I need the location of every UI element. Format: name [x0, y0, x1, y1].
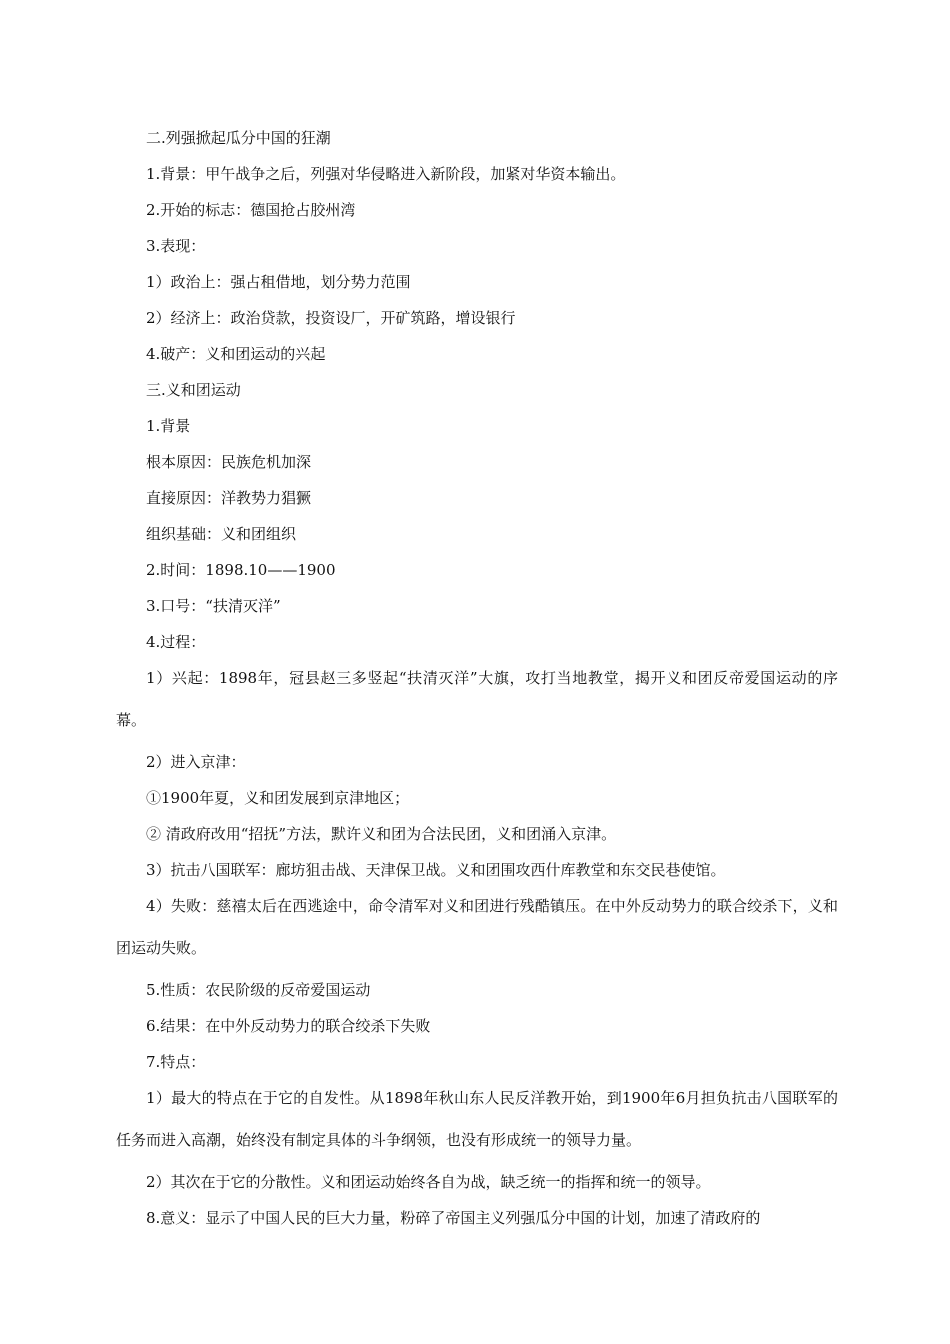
text-line: 2）其次在于它的分散性。义和团运动始终各自为战，缺乏统一的指挥和统一的领导。	[146, 1173, 711, 1191]
text-line: ①1900年夏，义和团发展到京津地区；	[146, 789, 410, 807]
text-line: ② 清政府改用“招抚”方法，默许义和团为合法民团，义和团涌入京津。	[146, 825, 617, 843]
paragraph-block	[116, 888, 838, 972]
text-line: 4.破产：义和团运动的兴起	[146, 345, 326, 363]
text-line: 7.特点：	[146, 1053, 206, 1071]
text-line: 组织基础：义和团组织	[146, 525, 297, 543]
text-line: 5.性质：农民阶级的反帝爱国运动	[146, 981, 371, 999]
section-heading: 二.列强掀起瓜分中国的狂潮	[146, 129, 331, 147]
text-line: 1）政治上：强占租借地，划分势力范围	[146, 273, 411, 291]
text-line: 根本原因：民族危机加深	[146, 453, 312, 471]
document-body	[116, 120, 838, 1236]
text-line: 2.开始的标志：德国抢占胶州湾	[146, 201, 356, 219]
text-line: 3.口号：“扶清灭洋”	[146, 597, 281, 615]
text-line: 3）抗击八国联军：廊坊狙击战、天津保卫战。义和团围攻西什库教堂和东交民巷使馆。	[146, 861, 726, 879]
paragraph: 1）兴起：1898年，冠县赵三多竖起“扶清灭洋”大旗，攻打当地教堂，揭开义和团反帝爱国运动的序幕。	[116, 669, 838, 729]
paragraph: 1）最大的特点在于它的自发性。从1898年秋山东人民反洋教开始，到1900年6月担负抗击八国联军的任务而进入高潮，始终没有制定具体的斗争纲领，也没有形成统一的领导力量。	[116, 1089, 838, 1149]
text-line: 2.时间：1898.10——1900	[146, 561, 336, 579]
text-line: 4.过程：	[146, 633, 206, 651]
text-line: 2）进入京津：	[146, 753, 246, 771]
paragraph: 4）失败：慈禧太后在西逃途中，命令清军对义和团进行残酷镇压。在中外反动势力的联合绞杀下，义和团运动失败。	[116, 897, 838, 957]
section-heading: 三.义和团运动	[146, 381, 241, 399]
text-line: 2）经济上：政治贷款，投资设厂，开矿筑路，增设银行	[146, 309, 516, 327]
text-line: 1.背景	[146, 417, 191, 435]
text-line: 3.表现：	[146, 237, 206, 255]
text-line: 8.意义：显示了中国人民的巨大力量，粉碎了帝国主义列强瓜分中国的计划，加速了清政府的	[146, 1209, 761, 1227]
paragraph-block	[116, 1080, 838, 1164]
text-line: 6.结果：在中外反动势力的联合绞杀下失败	[146, 1017, 431, 1035]
paragraph-block	[116, 660, 838, 744]
text-line: 直接原因：洋教势力猖獗	[146, 489, 312, 507]
text-line: 1.背景：甲午战争之后，列强对华侵略进入新阶段，加紧对华资本输出。	[146, 165, 626, 183]
